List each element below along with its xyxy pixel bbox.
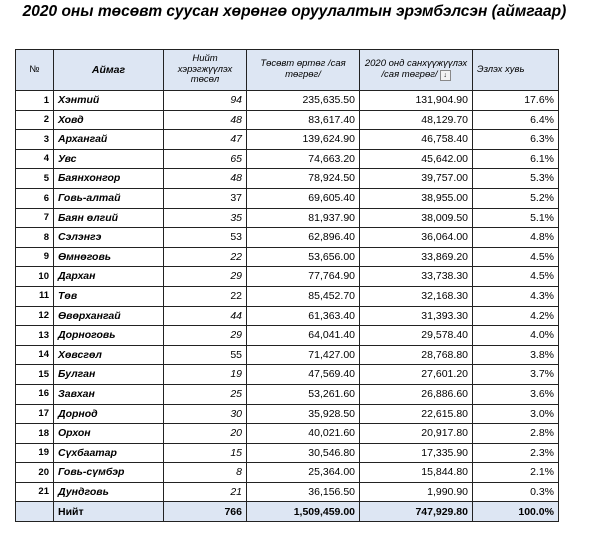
rate-cell: 6.1%	[473, 149, 559, 169]
table-row	[16, 384, 559, 404]
table-row	[16, 267, 559, 287]
budget-cell: 30,546.80	[247, 443, 360, 463]
budget-cell: 25,364.00	[247, 463, 360, 483]
table-row	[16, 424, 559, 444]
funding-cell: 22,615.80	[360, 404, 473, 424]
row-no-cell: 7	[16, 208, 54, 228]
rate-cell: 4.8%	[473, 228, 559, 248]
funding-cell: 38,955.00	[360, 188, 473, 208]
budget-cell: 235,635.50	[247, 91, 360, 111]
aimag-name-cell: Дорноговь	[54, 326, 164, 346]
aimag-name-cell: Хөвсгөл	[54, 345, 164, 365]
funding-cell: 32,168.30	[360, 286, 473, 306]
project-count-cell: 30	[164, 404, 247, 424]
row-no-cell: 8	[16, 228, 54, 248]
project-count-cell: 48	[164, 169, 247, 189]
rate-cell: 4.3%	[473, 286, 559, 306]
table-body	[16, 91, 559, 502]
aimag-name-cell: Завхан	[54, 384, 164, 404]
total-count: 766	[164, 502, 247, 522]
budget-cell: 53,261.60	[247, 384, 360, 404]
budget-cell: 69,605.40	[247, 188, 360, 208]
funding-cell: 20,917.80	[360, 424, 473, 444]
project-count-cell: 35	[164, 208, 247, 228]
table-row	[16, 286, 559, 306]
project-count-cell: 94	[164, 91, 247, 111]
aimag-name-cell: Ховд	[54, 110, 164, 130]
rate-cell: 6.3%	[473, 130, 559, 150]
row-no-cell: 14	[16, 345, 54, 365]
budget-cell: 139,624.90	[247, 130, 360, 150]
col-header-budget: Төсөвт өртөг /сая төгрөг/	[247, 50, 360, 91]
funding-cell: 33,738.30	[360, 267, 473, 287]
funding-cell: 31,393.30	[360, 306, 473, 326]
budget-cell: 83,617.40	[247, 110, 360, 130]
aimag-name-cell: Увс	[54, 149, 164, 169]
table-row	[16, 208, 559, 228]
rate-cell: 4.5%	[473, 267, 559, 287]
col-header-funding[interactable]	[360, 50, 473, 91]
rate-cell: 3.7%	[473, 365, 559, 385]
project-count-cell: 44	[164, 306, 247, 326]
aimag-name-cell: Дархан	[54, 267, 164, 287]
rate-cell: 4.5%	[473, 247, 559, 267]
table-row	[16, 149, 559, 169]
row-no-cell: 11	[16, 286, 54, 306]
row-no-cell: 16	[16, 384, 54, 404]
budget-cell: 40,021.60	[247, 424, 360, 444]
funding-cell: 29,578.40	[360, 326, 473, 346]
table-row	[16, 169, 559, 189]
row-no-cell: 19	[16, 443, 54, 463]
total-no-cell	[16, 502, 54, 522]
funding-cell: 39,757.00	[360, 169, 473, 189]
rate-cell: 4.0%	[473, 326, 559, 346]
funding-cell: 33,869.20	[360, 247, 473, 267]
project-count-cell: 48	[164, 110, 247, 130]
budget-cell: 36,156.50	[247, 482, 360, 502]
project-count-cell: 65	[164, 149, 247, 169]
project-count-cell: 53	[164, 228, 247, 248]
aimag-name-cell: Хэнтий	[54, 91, 164, 111]
project-count-cell: 20	[164, 424, 247, 444]
rate-cell: 6.4%	[473, 110, 559, 130]
rate-cell: 2.3%	[473, 443, 559, 463]
table-row	[16, 345, 559, 365]
aimag-name-cell: Дундговь	[54, 482, 164, 502]
row-no-cell: 9	[16, 247, 54, 267]
rate-cell: 5.3%	[473, 169, 559, 189]
row-no-cell: 1	[16, 91, 54, 111]
aimag-name-cell: Орхон	[54, 424, 164, 444]
aimag-name-cell: Өмнөговь	[54, 247, 164, 267]
col-header-no: №	[16, 50, 54, 91]
project-count-cell: 19	[164, 365, 247, 385]
table-row	[16, 463, 559, 483]
budget-cell: 78,924.50	[247, 169, 360, 189]
row-no-cell: 5	[16, 169, 54, 189]
budget-cell: 35,928.50	[247, 404, 360, 424]
row-no-cell: 20	[16, 463, 54, 483]
total-label: Нийт	[54, 502, 164, 522]
funding-cell: 26,886.60	[360, 384, 473, 404]
aimag-name-cell: Говь-сүмбэр	[54, 463, 164, 483]
row-no-cell: 10	[16, 267, 54, 287]
funding-cell: 36,064.00	[360, 228, 473, 248]
aimag-name-cell: Булган	[54, 365, 164, 385]
table-row	[16, 404, 559, 424]
budget-cell: 81,937.90	[247, 208, 360, 228]
rate-cell: 5.1%	[473, 208, 559, 228]
aimag-name-cell: Дорнод	[54, 404, 164, 424]
aimag-name-cell: Архангай	[54, 130, 164, 150]
funding-cell: 1,990.90	[360, 482, 473, 502]
rate-cell: 3.0%	[473, 404, 559, 424]
total-row	[16, 502, 559, 522]
budget-cell: 71,427.00	[247, 345, 360, 365]
project-count-cell: 37	[164, 188, 247, 208]
budget-cell: 47,569.40	[247, 365, 360, 385]
table-row	[16, 365, 559, 385]
table-row	[16, 443, 559, 463]
rate-cell: 4.2%	[473, 306, 559, 326]
project-count-cell: 29	[164, 267, 247, 287]
funding-cell: 45,642.00	[360, 149, 473, 169]
project-count-cell: 22	[164, 286, 247, 306]
row-no-cell: 3	[16, 130, 54, 150]
table-row	[16, 247, 559, 267]
rate-cell: 2.8%	[473, 424, 559, 444]
funding-cell: 131,904.90	[360, 91, 473, 111]
aimag-name-cell: Баянхонгор	[54, 169, 164, 189]
budget-cell: 77,764.90	[247, 267, 360, 287]
rate-cell: 0.3%	[473, 482, 559, 502]
col-header-funding-label: 2020 онд санхүүжүүлэх /сая төгрөг/	[364, 58, 468, 81]
table-row	[16, 188, 559, 208]
total-funding: 747,929.80	[360, 502, 473, 522]
budget-cell: 62,896.40	[247, 228, 360, 248]
project-count-cell: 29	[164, 326, 247, 346]
funding-cell: 38,009.50	[360, 208, 473, 228]
project-count-cell: 22	[164, 247, 247, 267]
funding-cell: 15,844.80	[360, 463, 473, 483]
project-count-cell: 47	[164, 130, 247, 150]
funding-cell: 48,129.70	[360, 110, 473, 130]
rate-cell: 2.1%	[473, 463, 559, 483]
table-row	[16, 482, 559, 502]
col-header-aimag: Аймаг	[54, 50, 164, 91]
header-row	[16, 50, 559, 91]
project-count-cell: 25	[164, 384, 247, 404]
row-no-cell: 21	[16, 482, 54, 502]
aimag-name-cell: Говь-алтай	[54, 188, 164, 208]
total-rate: 100.0%	[473, 502, 559, 522]
funding-cell: 17,335.90	[360, 443, 473, 463]
budget-cell: 85,452.70	[247, 286, 360, 306]
row-no-cell: 6	[16, 188, 54, 208]
col-header-count: Нийт хэрэгжүүлэх төсөл	[164, 50, 247, 91]
row-no-cell: 15	[16, 365, 54, 385]
project-count-cell: 55	[164, 345, 247, 365]
rate-cell: 5.2%	[473, 188, 559, 208]
aimag-name-cell: Баян өлгий	[54, 208, 164, 228]
row-no-cell: 17	[16, 404, 54, 424]
rate-cell: 3.6%	[473, 384, 559, 404]
table-row	[16, 91, 559, 111]
budget-cell: 64,041.40	[247, 326, 360, 346]
project-count-cell: 15	[164, 443, 247, 463]
table-row	[16, 130, 559, 150]
rate-cell: 3.8%	[473, 345, 559, 365]
row-no-cell: 18	[16, 424, 54, 444]
investment-table	[15, 49, 559, 522]
funding-cell: 27,601.20	[360, 365, 473, 385]
table-row	[16, 306, 559, 326]
total-budget: 1,509,459.00	[247, 502, 360, 522]
aimag-name-cell: Төв	[54, 286, 164, 306]
page-title: 2020 оны төсөвт суусан хөрөнгө оруулалтын эрэмбэлсэн (аймгаар)	[22, 3, 567, 20]
project-count-cell: 21	[164, 482, 247, 502]
row-no-cell: 2	[16, 110, 54, 130]
funding-cell: 28,768.80	[360, 345, 473, 365]
row-no-cell: 13	[16, 326, 54, 346]
aimag-name-cell: Сүхбаатар	[54, 443, 164, 463]
filter-dropdown-icon[interactable]: ↓	[440, 70, 451, 81]
budget-cell: 74,663.20	[247, 149, 360, 169]
table-row	[16, 110, 559, 130]
col-header-rate: Эзлэх хувь	[473, 50, 559, 91]
rate-cell: 17.6%	[473, 91, 559, 111]
budget-cell: 61,363.40	[247, 306, 360, 326]
table-row	[16, 228, 559, 248]
row-no-cell: 4	[16, 149, 54, 169]
table-row	[16, 326, 559, 346]
aimag-name-cell: Өвөрхангай	[54, 306, 164, 326]
project-count-cell: 8	[164, 463, 247, 483]
row-no-cell: 12	[16, 306, 54, 326]
aimag-name-cell: Сэлэнгэ	[54, 228, 164, 248]
budget-cell: 53,656.00	[247, 247, 360, 267]
funding-cell: 46,758.40	[360, 130, 473, 150]
